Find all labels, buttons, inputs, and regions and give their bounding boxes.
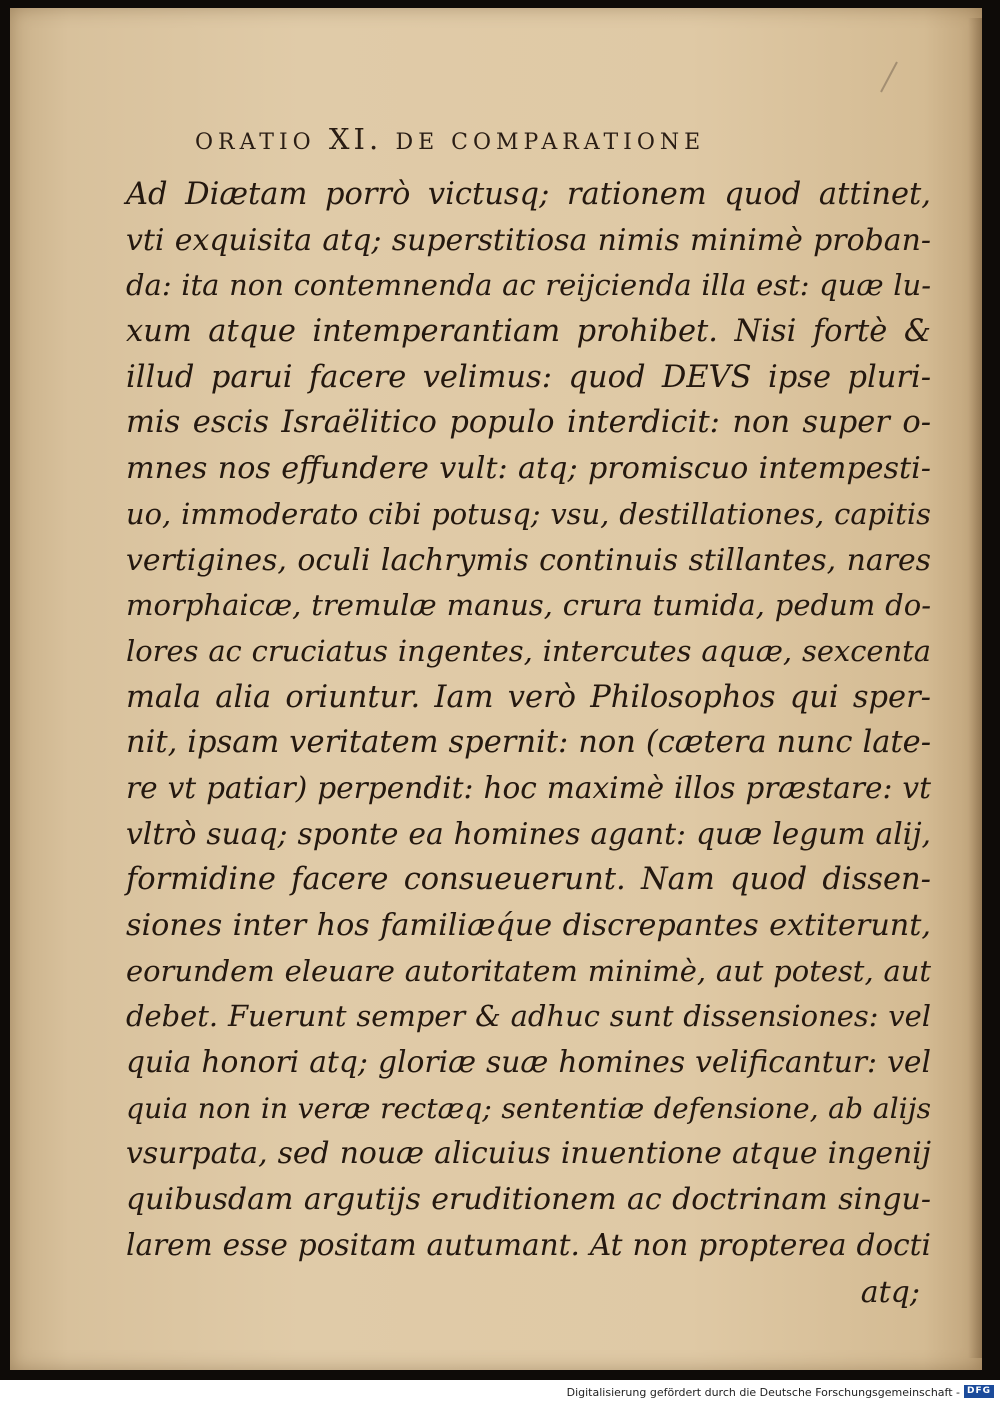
text-line: nit, ipsam veritatem spernit: non (cætera nunc late- (126, 725, 931, 761)
text-line: re vt patiar) perpendit: hoc maximè illos præstare: vt (126, 770, 931, 805)
text-line: vltrò suaq; sponte ea homines agant: quæ legum alij, (126, 816, 931, 852)
text-line: siones inter hos familiæq́ue discrepantes extiterunt, (126, 908, 931, 943)
catchword: atq; (860, 1275, 920, 1310)
running-head-title: DE COMPARATIONE (395, 130, 706, 155)
running-head-number: XI. (328, 122, 383, 156)
text-line: morphaicæ, tremulæ manus, crura tumida, pedum do- (126, 588, 931, 623)
text-line: mnes nos effundere vult: atq; promiscuo intempesti- (126, 451, 931, 487)
text-line: da: ita non contemnenda ac reijcienda illa est: quæ lu- (126, 268, 931, 303)
text-line: quia non in veræ rectæq; sententiæ defensione, ab alijs (126, 1091, 931, 1125)
text-line: mis escis Israëlitico populo interdicit: non super o- (126, 405, 931, 441)
text-line: uo, immoderato cibi potusq; vsu, destillationes, capitis (126, 496, 931, 531)
text-line: quia honori atq; gloriæ suæ homines velificantur: vel (126, 1045, 931, 1081)
text-line: lores ac cruciatus ingentes, intercutes aquæ, sexcenta (126, 633, 931, 668)
page-edge-shadow (968, 18, 982, 1358)
running-head (195, 122, 705, 156)
running-head-oratio: ORATIO (195, 130, 316, 155)
text-line: formidine facere consueuerunt. Nam quod dissen- (126, 862, 931, 898)
text-line: quibusdam argutijs eruditionem ac doctrinam singu- (126, 1182, 931, 1218)
text-line: vti exquisita atq; superstitiosa nimis minimè proban- (126, 222, 931, 258)
dfg-logo: DFG (964, 1385, 994, 1398)
text-line: vertigines, oculi lachrymis continuis stillantes, nares (126, 542, 931, 578)
text-line: mala alia oriuntur. Iam verò Philosophos qui sper- (126, 679, 931, 715)
pencil-mark (880, 62, 898, 93)
text-line: vsurpata, sed nouæ alicuius inuentione atque ingenij (126, 1136, 931, 1172)
text-line: eorundem eleuare autoritatem minimè, aut potest, aut (126, 953, 931, 988)
digitization-credit: Digitalisierung gefördert durch die Deutsche Forschungsgemeinschaft - (566, 1386, 960, 1399)
text-line: debet. Fuerunt semper & adhuc sunt dissensiones: vel (126, 999, 931, 1034)
text-line: larem esse positam autumant. At non propterea docti (126, 1227, 931, 1262)
text-line: illud parui facere velimus: quod DEVS ipse pluri- (126, 359, 931, 395)
text-line: xum atque intemperantiam prohibet. Nisi fortè & (126, 314, 931, 350)
text-line: Ad Diætam porrò victusq; rationem quod attinet, (126, 177, 931, 212)
body-text (126, 172, 931, 1269)
